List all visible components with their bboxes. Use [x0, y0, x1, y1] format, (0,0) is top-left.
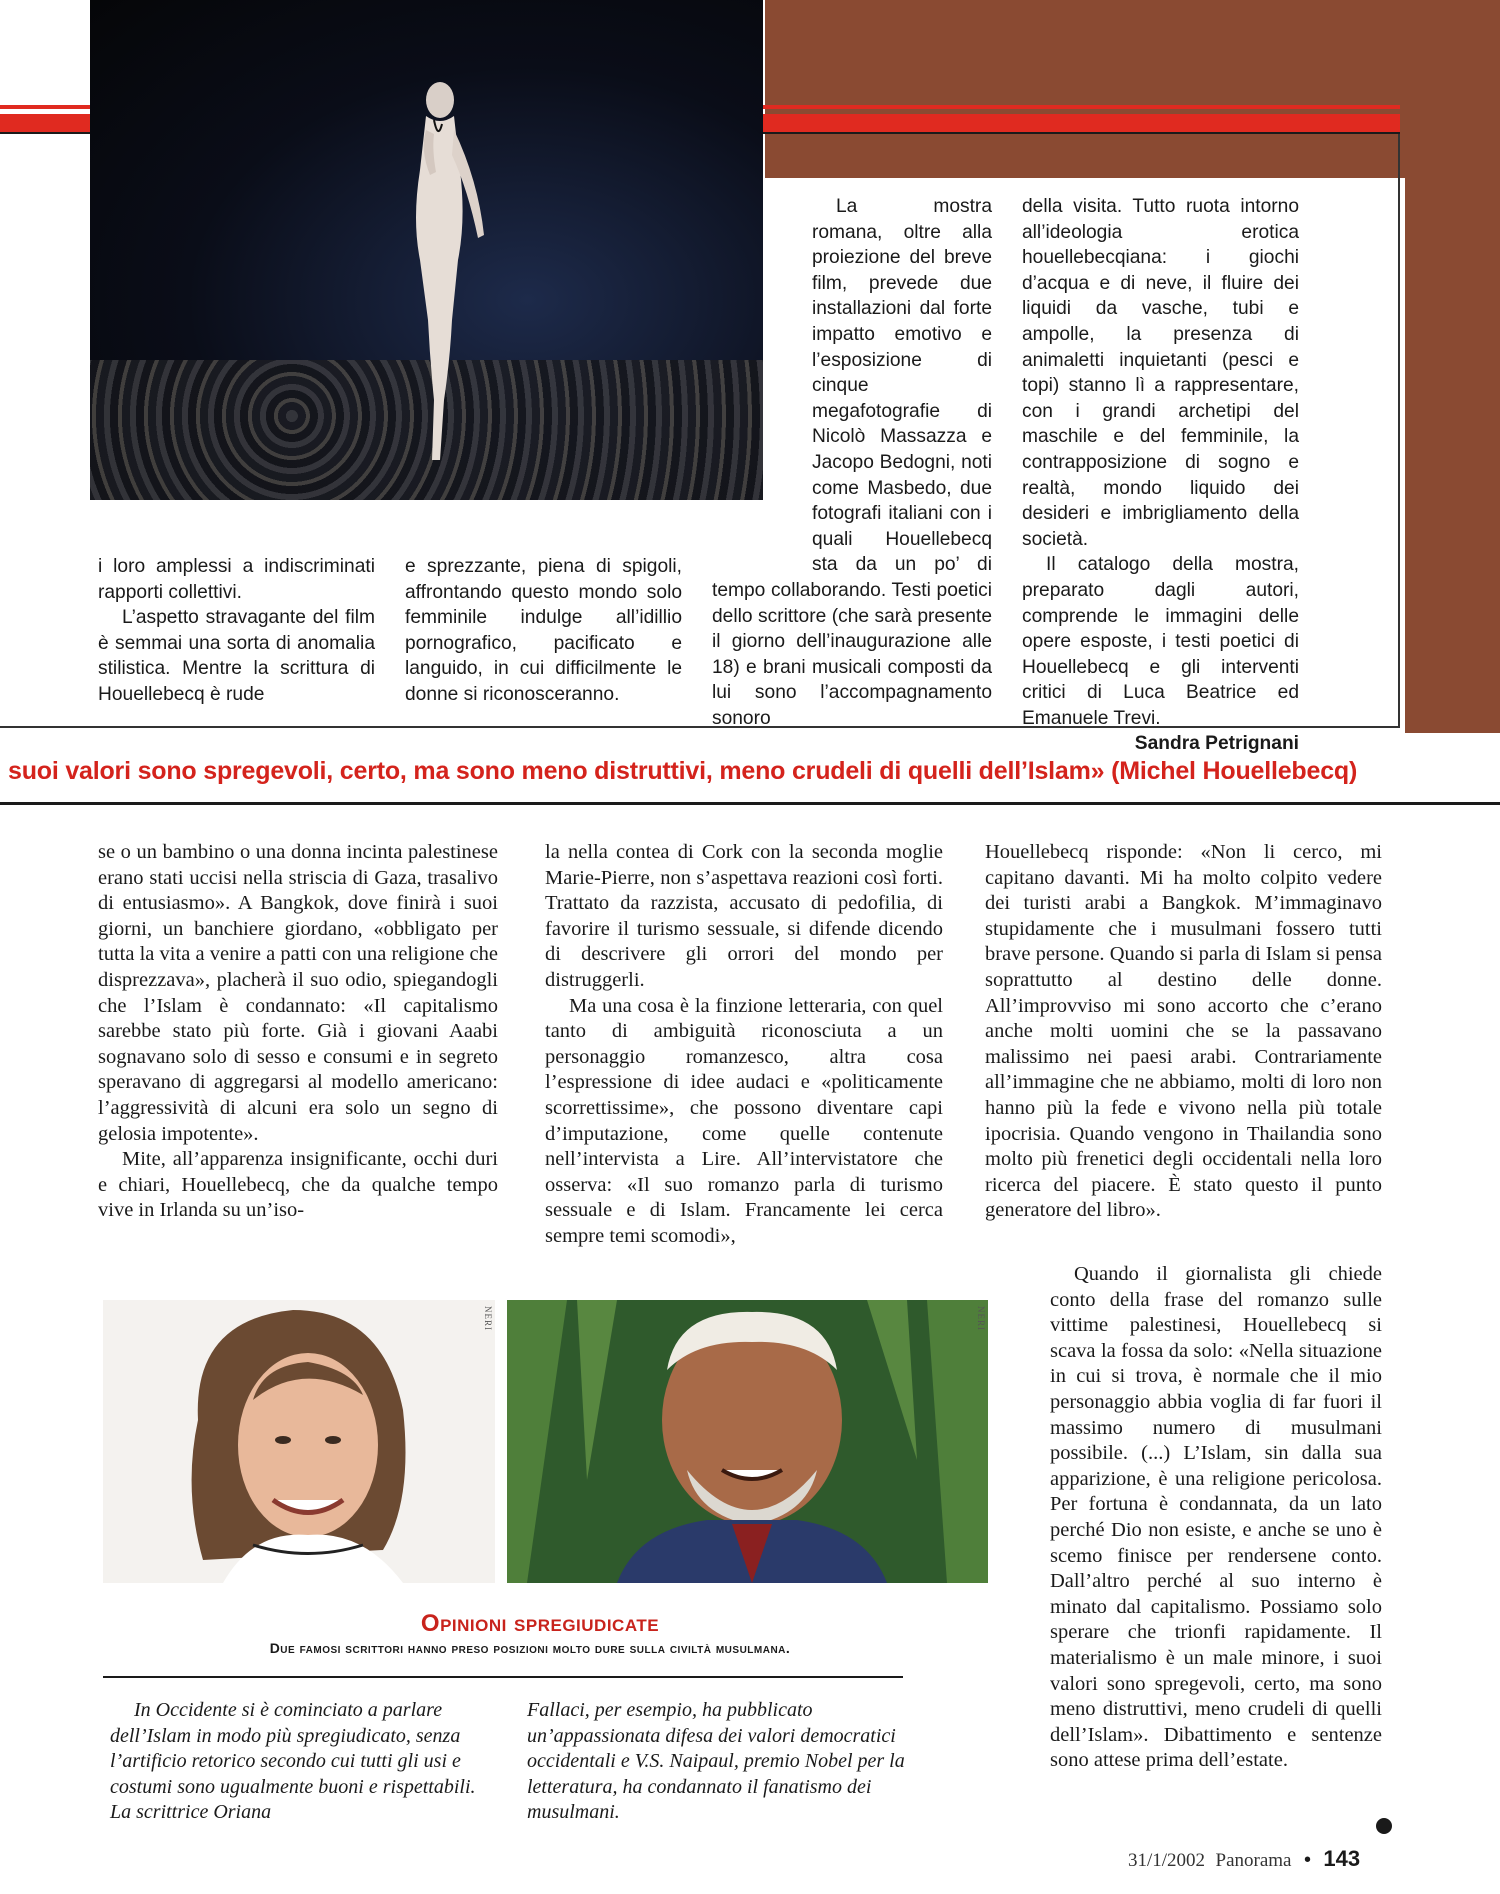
film-still-photo — [90, 0, 763, 500]
photo-wrap-spacer — [712, 194, 812, 554]
sidebar-column-2 — [527, 1698, 917, 1826]
main-column-3-upper — [985, 840, 1382, 1224]
paragraph: della visita. Tutto ruota intorno all’ideologia erotica houellebecqiana: i giochi d’acqua e di neve, il fluire dei liquidi da vasche, tubi e ampolle, la presenza di animaletti inquietanti (pesci e topi) stanno lì a rappresentare, con i grandi archetipi del maschile e del femminile, la contrapposizione di sogno e realtà, mondo liquido dei desideri e imbrigliamento della società. — [1022, 196, 1299, 550]
top-column-4 — [1022, 194, 1299, 757]
issue-date: 31/1/2002 — [1128, 1850, 1206, 1871]
caption-title: Opinioni spregiudicate — [420, 1610, 660, 1637]
pull-quote-rule — [0, 802, 1500, 805]
footer-separator: • — [1303, 1849, 1311, 1871]
paragraph: Il catalogo della mostra, preparato dagli autori, comprende le immagini delle opere esposte, i testi poetici di Houellebecq e gli interventi critici di Luca Beatrice ed Emanuele Trevi. — [1022, 554, 1299, 729]
page-footer — [1128, 1846, 1500, 1876]
portrait-man — [507, 1300, 988, 1583]
oriana-fallaci-photo — [103, 1300, 495, 1583]
top-column-1 — [98, 554, 375, 708]
magazine-name: Panorama — [1215, 1850, 1292, 1871]
main-column-1 — [98, 840, 498, 1224]
paragraph: L’aspetto stravagante del film è semmai una sorta di anomalia stilistica. Mentre la scrittura di Houellebecq è rude — [98, 607, 375, 705]
top-column-3 — [712, 194, 992, 731]
pull-quote-banner: suoi valori sono spregevoli, certo, ma sono meno distruttivi, meno crudeli di quelli dell’Islam» (Michel Houellebecq) — [8, 757, 1358, 785]
paragraph: Houellebecq risponde: «Non li cerco, mi capitano davanti. Mi ha molto colpito vedere dei turisti arabi a Bangkok. M’immaginavo stupidamente che i musulmani fossero tutti brave persone. Quando si parla di Islam si pensa soprattutto al destino delle donne. All’improvviso mi sono accorto che c’erano anche molti uomini che se la passavano malissimo nei paesi arabi. Contrariamente all’immagine che ne abbiamo, molti di loro non hanno più la fede e vivono nella più totale ipocrisia. Quando vengono in Thailandia sono molto più frenetici degli occidentali nella loro ricerca del piacere. È stato questo il punto generatore del libro». — [985, 841, 1382, 1222]
portrait-woman — [103, 1300, 495, 1583]
photo-credit: NERI — [483, 1306, 493, 1331]
brown-header-band — [765, 0, 1500, 178]
figure-silhouette — [380, 60, 490, 470]
paragraph: se o un bambino o una donna incinta palestinese erano stati uccisi nella striscia di Gaza, trasalivo di entusiasmo». A Bangkok, dove finirà i suoi giorni, un banchiere giordano, «obbligato per tutta la vita a venire a patti con una religione che disprezzava», placherà il suo odio, spiegandogli che l’Islam è condannato: «Il capitalismo sarebbe stato più forte. Già i giovani Aaabi sognavano solo di sesso e consumi e in segreto speravano di aggregarsi al modello americano: l’aggressività di alcuni era solo un segno di gelosia impotente». — [98, 841, 498, 1145]
paragraph: In Occidente si è cominciato a parlare dell’Islam in modo più spregiudicato, senza l’artificio retorico secondo cui tutti gli usi e costumi sono ugualmente buoni e rispettabili. La scrittrice Oriana — [110, 1699, 476, 1823]
naipaul-photo — [507, 1300, 988, 1583]
paragraph: la nella contea di Cork con la seconda moglie Marie-Pierre, non s’aspettava reazioni così forti. Trattato da razzista, accusato di pedofilia, di favorire il turismo sessuale, si difende dicendo di descrivere gli orrori del mondo per distruggerli. — [545, 841, 943, 991]
end-of-article-bullet — [1376, 1818, 1392, 1834]
caption-subtitle: Due famosi scrittori hanno preso posizioni molto dure sulla civiltà musulmana. — [269, 1640, 791, 1656]
paragraph: Ma una cosa è la finzione letteraria, con quel tanto di ambiguità riconosciuta a un personaggio romanzesco, altra cosa l’espressione di idee audaci e «politicamente scorrettissime», che possono diventare capi d’imputazione, come quelle contenute nell’intervista a Lire. All’intervistatore che osserva: «Il suo romanzo parla di turismo sessuale e di Islam. Francamente lei cerca sempre temi scomodi», — [545, 994, 943, 1247]
author-signature: Sandra Petrignani — [1134, 733, 1299, 755]
main-column-3-lower — [1050, 1262, 1382, 1774]
brown-side-band — [1405, 178, 1500, 733]
box-border-right — [1398, 134, 1400, 726]
paragraph: Quando il giornalista gli chiede conto della frase del romanzo sulle vittime palestinesi, Houellebecq si scava la fossa da solo: «Nella situazione in cui si trova, è normale che il mio personaggio abbia voglia di far fuori il massimo numero di musulmani possibile. (...) L’Islam, sin dalla sua apparizione, è una religione pericolosa. Per fortuna è condannata, da un lato perché Dio non esiste, e anche se uno è scemo finisce per rendersene conto. Dall’altro perché al suo interno è minato dal capitalismo. Possiamo solo sperare che trionfi rapidamente. Il materialismo è un male minore, i suoi valori sono spregevoli, certo, ma sono meno distruttivi, meno crudeli di quelli dell’Islam». Dibattimento e sentenze sono attese prima dell’estate. — [1050, 1263, 1382, 1772]
page-number: 143 — [1323, 1846, 1361, 1871]
paragraph: i loro amplessi a indiscriminati rapporti collettivi. — [98, 556, 375, 603]
paragraph: Mite, all’apparenza insignificante, occhi duri e chiari, Houellebecq, che da qualche tempo vive in Irlanda su un’iso- — [98, 1148, 498, 1222]
top-column-2 — [405, 554, 682, 708]
photo-credit: NERI — [976, 1306, 986, 1331]
paragraph: La mostra romana, oltre alla proiezione del breve film, prevede due installazioni dal forte impatto emotivo e l’esposizione di cinque megafotografie di Nicolò Massazza e Jacopo Bedogni, noti come Masbedo, due fotografi italiani con i quali Houellebecq sta da un po’ di tempo collaborando. Testi poetici dello scrittore (che sarà presente il giorno dell’inaugurazione alle 18) e brani musicali composti da lui sono l’accompagnamento sonoro — [712, 196, 992, 729]
sidebar-column-1 — [110, 1698, 495, 1826]
paragraph: Fallaci, per esempio, ha pubblicato un’appassionata difesa dei valori democratici occidentali e V.S. Naipaul, premio Nobel per la letteratura, ha condannato il fanatismo dei musulmani. — [527, 1699, 905, 1823]
caption-rule — [103, 1676, 903, 1678]
paragraph: e sprezzante, piena di spigoli, affrontando questo mondo solo femminile indulge all’idillio pornografico, pacificato e languido, in cui difficilmente le donne si riconosceranno. — [405, 556, 682, 705]
main-column-2 — [545, 840, 943, 1250]
